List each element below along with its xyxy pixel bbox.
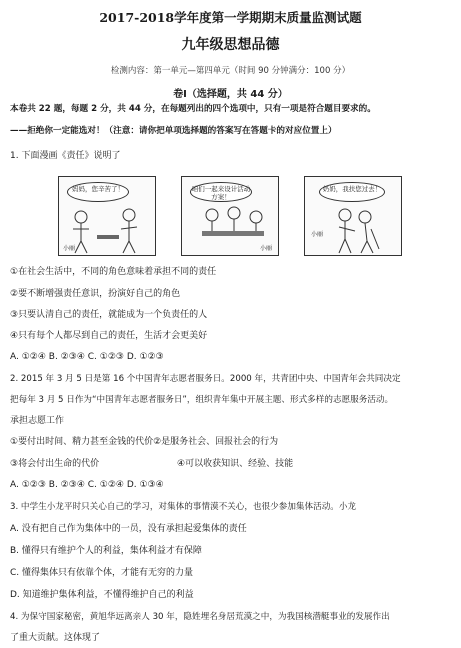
- q3-option-b: B. 懂得只有维护个人的利益，集体利益才有保障: [10, 546, 202, 556]
- section-instruction: ——拒绝你一定能选对！（注意：请你把单项选择题的答案写在答题卡的对应位置上）: [10, 126, 337, 136]
- speech-bubble: 奶奶，我扶您过去！: [319, 182, 385, 202]
- comic-panel-1: [58, 176, 156, 256]
- question-2-stem-line-3: 承担志愿工作: [10, 416, 65, 426]
- question-2-stem-line-2: 把每年 3 月 5 日作为“中国青年志愿者服务日”，组织青年集中开展主题、形式多样的志愿服务活动。: [10, 395, 394, 405]
- q3-option-c: C. 懂得集体只有依靠个体，才能有无穷的力量: [10, 568, 194, 578]
- section-title: 卷Ⅰ（选择题，共 44 分）: [173, 89, 288, 100]
- character-label: 小丽: [63, 245, 76, 252]
- q1-answers: A. ①②④ B. ②③④ C. ①②③ D. ①②③: [10, 352, 164, 362]
- q1-option-4: ④只有每个人都尽到自己的责任，生活才会更美好: [10, 331, 208, 341]
- exam-title: 2017-2018学年度第一学期期末质量监测试题: [99, 10, 362, 25]
- q3-option-a: A. 没有把自己作为集体中的一员，没有承担起爱集体的责任: [10, 524, 247, 534]
- q2-option-4: ④可以收获知识、经验、技能: [177, 459, 294, 469]
- section-intro: 本卷共 22 题，每题 2 分，共 44 分，在每题列出的四个选项中，只有一项是符合题目要求的。: [10, 104, 376, 114]
- exam-meta: 检测内容：第一单元—第四单元（时间 90 分钟满分：100 分）: [110, 66, 351, 76]
- question-2-stem-line-1: 2. 2015 年 3 月 5 日是第 16 个中国青年志愿者服务日。2000 年，共青团中央、中国青年会共同决定: [10, 374, 401, 384]
- question-4-stem-line-1: 4. 为保守国家秘密，黄旭华远离亲人 30 年，隐姓埋名身居荒漠之中，为我国核潜艇事业的发展作出: [10, 612, 390, 622]
- question-1-stem: 1. 下面漫画《责任》说明了: [10, 151, 121, 161]
- comic-strip: [58, 176, 402, 256]
- character-label: 小丽: [311, 231, 324, 238]
- comic-panel-2: [181, 176, 279, 256]
- q1-option-3: ③只要认清自己的责任，就能成为一个负责任的人: [10, 310, 208, 320]
- girl-helping-grandma-illustration: [305, 177, 401, 255]
- q1-option-1: ①在社会生活中，不同的角色意味着承担不同的责任: [10, 267, 217, 277]
- q2-options-row-1: ①要付出时间、精力甚至金钱的代价②是服务社会、回报社会的行为: [10, 437, 279, 447]
- q2-option-3: ③将会付出生命的代价: [10, 459, 100, 469]
- q1-option-2: ②要不断增强责任意识，扮演好自己的角色: [10, 289, 181, 299]
- question-4-stem-line-2: 了重大贡献。这体现了: [10, 633, 101, 643]
- q2-answers: A. ①②③ B. ②③④ C. ①②④ D. ①③④: [10, 480, 164, 490]
- q3-option-d: D. 知道维护集体利益，不懂得维护自己的利益: [10, 590, 194, 600]
- subject-title: 九年级思想品德: [181, 37, 280, 53]
- comic-panel-3: [304, 176, 402, 256]
- character-label: 小丽: [260, 245, 273, 252]
- question-3-stem: 3. 中学生小龙平时只关心自己的学习，对集体的事情漠不关心，也很少参加集体活动。小龙: [10, 502, 357, 512]
- speech-bubble: 咱们一起来设计活动方案！: [190, 182, 252, 202]
- speech-bubble: 妈妈，您辛苦了！: [67, 182, 129, 202]
